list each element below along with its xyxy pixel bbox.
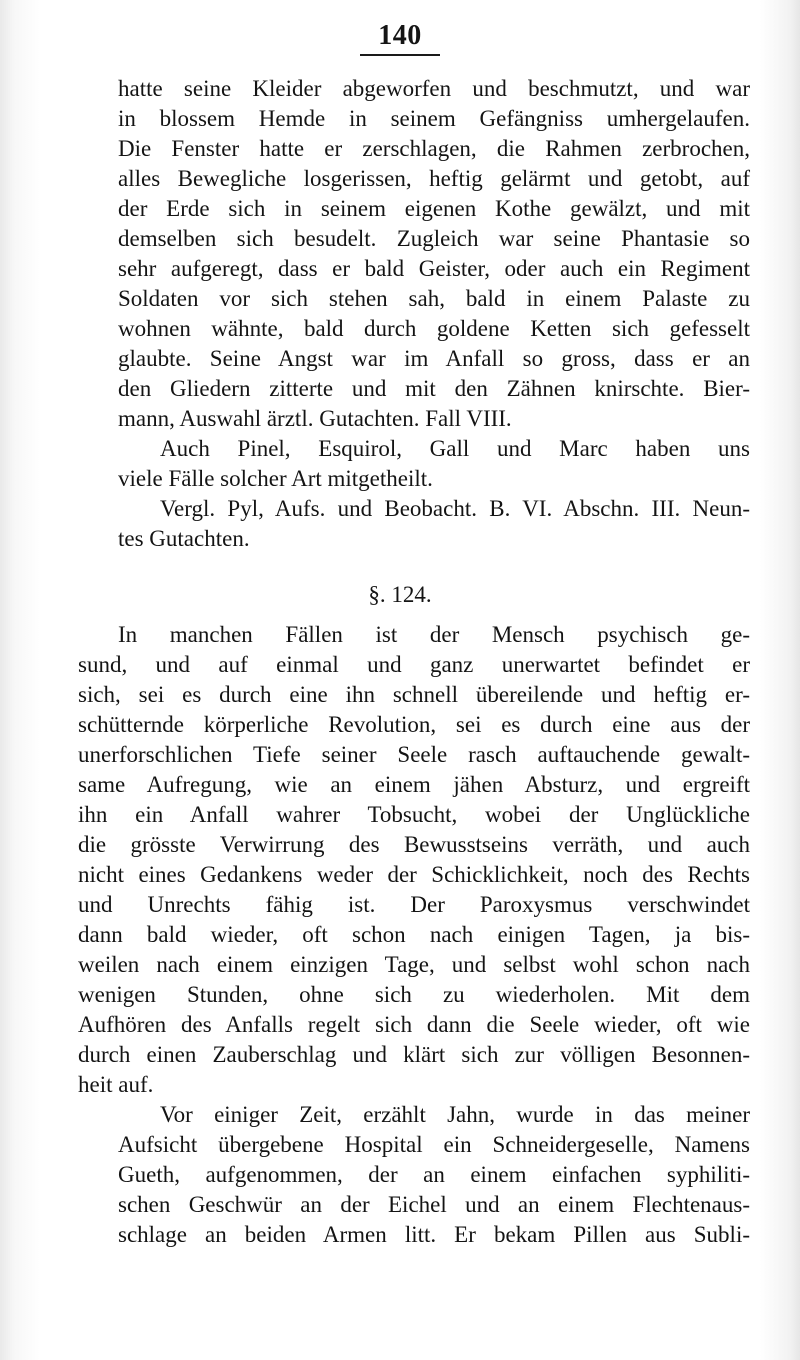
text-line: dann bald wieder, oft schon nach einigen Tagen, ja bis- bbox=[78, 922, 750, 947]
text-line: Soldaten vor sich stehen sah, bald in einem Palaste zu bbox=[118, 286, 750, 311]
text-line: schlage an beiden Armen litt. Er bekam Pillen aus Subli- bbox=[118, 1222, 750, 1247]
text-line: sund, und auf einmal und ganz unerwartet befindet er bbox=[78, 652, 750, 677]
text-line: ihn ein Anfall wahrer Tobsucht, wobei der Unglückliche bbox=[78, 802, 750, 827]
text-line: unerforschlichen Tiefe seiner Seele rasch auftauchende gewalt- bbox=[78, 742, 750, 767]
text-line: mann, Auswahl ärztl. Gutachten. Fall VIII. bbox=[118, 406, 512, 431]
text-line: glaubte. Seine Angst war im Anfall so gross, dass er an bbox=[118, 346, 750, 371]
text-line: die grösste Verwirrung des Bewusstseins verräth, und auch bbox=[78, 832, 750, 857]
text-line: demselben sich besudelt. Zugleich war seine Phantasie so bbox=[118, 226, 750, 251]
text-line: schütternde körperliche Revolution, sei es durch eine aus der bbox=[78, 712, 750, 737]
page-header bbox=[0, 18, 800, 56]
text-line: viele Fälle solcher Art mitgetheilt. bbox=[118, 466, 433, 491]
text-line: weilen nach einem einzigen Tage, und selbst wohl schon nach bbox=[78, 952, 750, 977]
text-line: heit auf. bbox=[78, 1072, 154, 1097]
text-line: und Unrechts fähig ist. Der Paroxysmus verschwindet bbox=[78, 892, 750, 917]
text-line: hatte seine Kleider abgeworfen und beschmutzt, und war bbox=[118, 76, 750, 101]
text-line: der Erde sich in seinem eigenen Kothe gewälzt, und mit bbox=[118, 196, 750, 221]
text-line: den Gliedern zitterte und mit den Zähnen knirschte. Bier- bbox=[118, 376, 750, 401]
page-number: 140 bbox=[360, 18, 440, 56]
section-heading: §. 124. bbox=[368, 582, 432, 607]
text-line: wohnen wähnte, bald durch goldene Ketten sich gefesselt bbox=[118, 316, 750, 341]
text-line: In manchen Fällen ist der Mensch psychisch ge- bbox=[118, 622, 750, 647]
text-line: Gueth, aufgenommen, der an einem einfachen syphiliti- bbox=[118, 1162, 750, 1187]
text-line: in blossem Hemde in seinem Gefängniss umhergelaufen. bbox=[118, 106, 750, 131]
text-line: Aufsicht übergebene Hospital ein Schneidergeselle, Namens bbox=[118, 1132, 750, 1157]
text-line: Die Fenster hatte er zerschlagen, die Rahmen zerbrochen, bbox=[118, 136, 750, 161]
text-line: durch einen Zauberschlag und klärt sich zur völligen Besonnen- bbox=[78, 1042, 750, 1067]
text-line: wenigen Stunden, ohne sich zu wiederholen. Mit dem bbox=[78, 982, 750, 1007]
text-line: Aufhören des Anfalls regelt sich dann die Seele wieder, oft wie bbox=[78, 1012, 750, 1037]
text-line: sehr aufgeregt, dass er bald Geister, oder auch ein Regiment bbox=[118, 256, 750, 281]
text-line: nicht eines Gedankens weder der Schicklichkeit, noch des Rechts bbox=[78, 862, 750, 887]
text-line: alles Bewegliche losgerissen, heftig gelärmt und getobt, auf bbox=[118, 166, 750, 191]
text-line: tes Gutachten. bbox=[118, 526, 250, 551]
text-line: Vor einiger Zeit, erzählt Jahn, wurde in das meiner bbox=[160, 1102, 750, 1127]
text-line: Auch Pinel, Esquirol, Gall und Marc haben uns bbox=[160, 436, 750, 461]
text-line: schen Geschwür an der Eichel und an einem Flechtenaus- bbox=[118, 1192, 750, 1217]
text-line: Vergl. Pyl, Aufs. und Beobacht. B. VI. Abschn. III. Neun- bbox=[160, 496, 750, 521]
text-line: same Aufregung, wie an einem jähen Absturz, und ergreift bbox=[78, 772, 750, 797]
text-line: sich, sei es durch eine ihn schnell übereilende und heftig er- bbox=[78, 682, 750, 707]
